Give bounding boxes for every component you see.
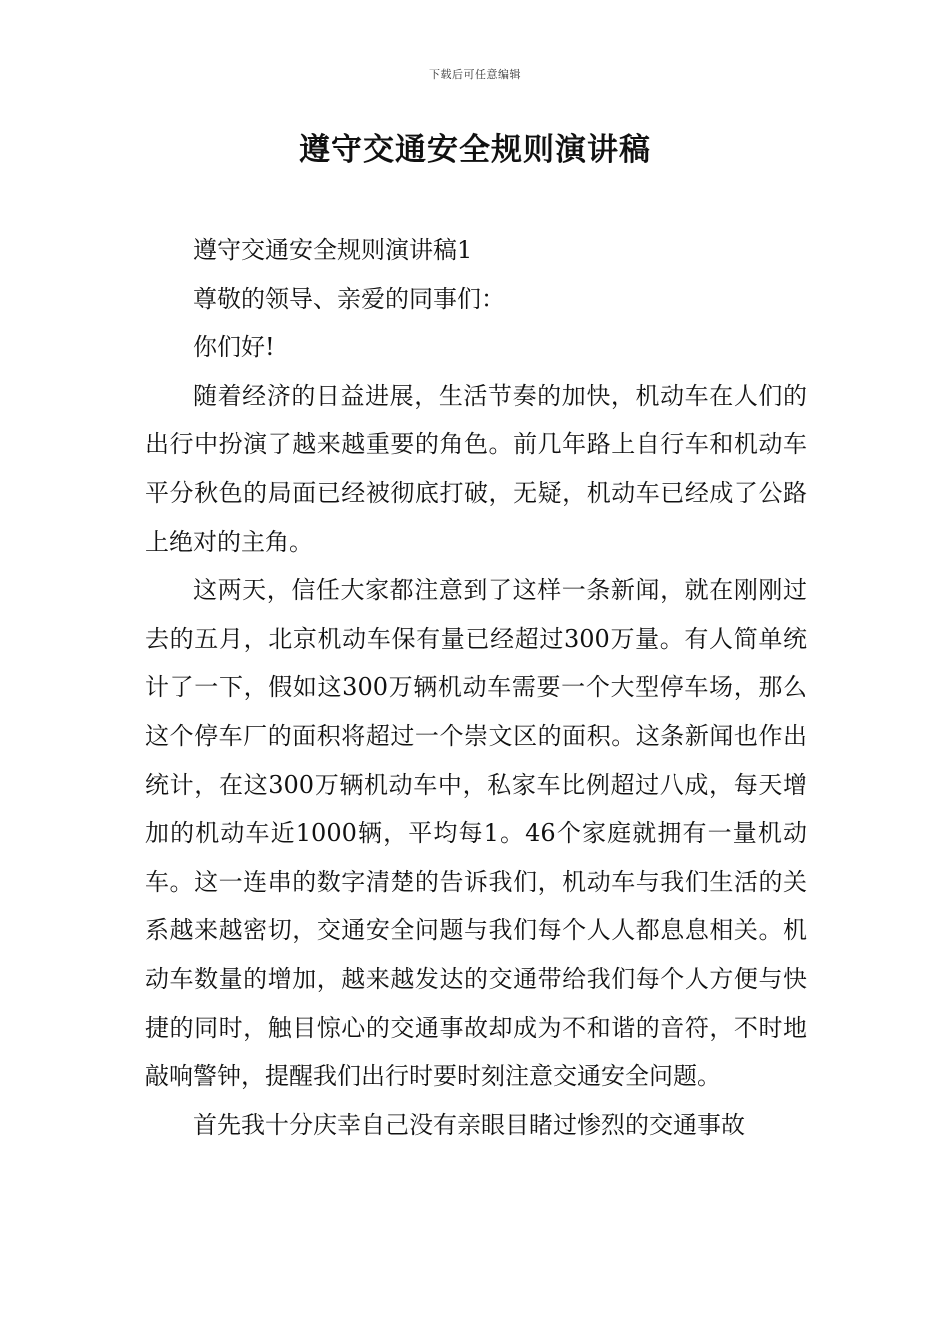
paragraph-2: 这两天，信任大家都注意到了这样一条新闻，就在刚刚过去的五月，北京机动车保有量已经超过300万量。有人简单统计了一下，假如这300万辆机动车需要一个大型停车场，那么这个停车厂的面积将超过一个崇文区的面积。这条新闻也作出统计，在这300万辆机动车中，私家车比例超过八成，每天增加的机动车近1000辆，平均每1。46个家庭就拥有一量机动车。这一连串的数字清楚的告诉我们，机动车与我们生活的关系越来越密切，交通安全问题与我们每个人人都息息相关。机动车数量的增加，越来越发达的交通带给我们每个人方便与快捷的同时，触目惊心的交通事故却成为不和谐的音符，不时地敲响警钟，提醒我们出行时要时刻注意交通安全问题。 xyxy=(145,576,807,1091)
salutation: 尊敬的领导、亲爱的同事们： xyxy=(193,284,505,313)
speech-subtitle: 遵守交通安全规则演讲稿1 xyxy=(193,236,473,264)
greeting: 你们好! xyxy=(193,333,275,362)
paragraph-3: 首先我十分庆幸自己没有亲眼目睹过惨烈的交通事故 xyxy=(193,1110,745,1139)
paragraph-1: 随着经济的日益进展，生活节奏的加快，机动车在人们的出行中扮演了越来越重要的角色。前几年路上自行车和机动车平分秋色的局面已经被彻底打破，无疑，机动车已经成了公路上绝对的主角。 xyxy=(145,381,807,556)
header-note: 下载后可任意编辑 xyxy=(429,68,521,81)
document-body xyxy=(145,226,807,1149)
document-title: 遵守交通安全规则演讲稿 xyxy=(299,132,651,168)
